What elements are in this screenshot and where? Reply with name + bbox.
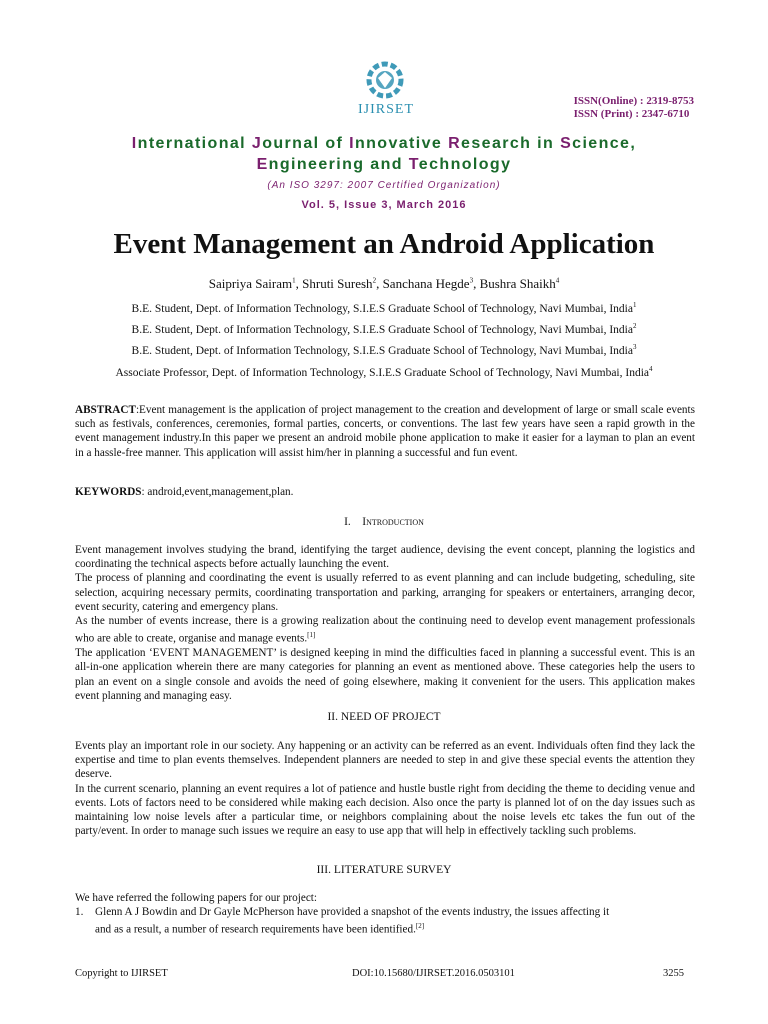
journal-title <box>0 133 768 175</box>
affiliation-text: B.E. Student, Dept. of Information Technology, S.I.E.S Graduate School of Technology, Navi Mumbai, India <box>131 302 633 315</box>
section-title: Introduction <box>362 516 424 528</box>
intro-paragraphs <box>75 543 695 703</box>
jl1-2: J <box>251 135 263 152</box>
jl1-6: R <box>448 135 462 152</box>
paragraph: Event management involves studying the brand, identifying the target audience, devising the event concept, planning the logistics and coordinating the technical aspects before actually launching the event. <box>75 544 695 571</box>
issn-block <box>574 95 694 121</box>
jl2-1: ngineering and <box>268 156 409 173</box>
paragraph: The application ‘EVENT MANAGEMENT’ is designed keeping in mind the difficulties faced in planning a successful event. This is an all-in-one application wherein there are many categories for planning an event as mentioned above. These categories help the users to plan an event on a single console and avoids the need of going elsewhere, making it convenient for the users. This application makes event planning and managing easy. <box>75 647 695 702</box>
paragraph: Events play an important role in our society. Any happening or an activity can be referred as an event. Individuals often find they lack the expertise and time to plan events themselves. Independent planners are needed to step in and give these special events the attention they deserve. <box>75 740 695 781</box>
paragraph <box>75 614 695 646</box>
list-item-continuation <box>75 919 695 937</box>
section-heading-introduction <box>0 516 768 528</box>
author-sup: 3 <box>469 276 474 285</box>
affiliation-sup: 3 <box>632 343 637 351</box>
journal-title-line2 <box>0 154 768 175</box>
paragraph-text: As the number of events increase, there is a growing realization about the continuing need to develop event management professionals who are able to create, organise and manage events. <box>75 615 695 645</box>
paragraph: In the current scenario, planning an event requires a lot of patience and hustle bustle right from deciding the theme to deciding venue and events. Lots of factors need to be considered while making each decision. Also once the party is planned lot of on the day issues such as maintaining low noise levels after a particular time, or neighbors complaining about the noise levels etc takes the fun out of the party/event. In order to manage such issues we require an easy to use app that will help in effectively tackling such problems. <box>75 782 695 838</box>
need-paragraphs <box>75 739 695 838</box>
list-item-text: and as a result, a number of research requirements have been identified. <box>95 924 416 937</box>
affiliation <box>0 343 768 357</box>
affiliation-sup: 1 <box>632 301 637 309</box>
affiliation <box>0 365 768 379</box>
jl2-3: echnology <box>418 156 512 173</box>
author-sup: 4 <box>555 276 560 285</box>
citation: [2] <box>415 922 425 931</box>
logo-text: IJIRSET <box>358 102 414 117</box>
jl1-0: I <box>131 135 138 152</box>
issn-online: ISSN(Online) : 2319-8753 <box>573 95 694 107</box>
author-name: Shruti Suresh <box>302 276 373 291</box>
footer-page-number: 3255 <box>663 968 684 979</box>
volume-issue: Vol. 5, Issue 3, March 2016 <box>301 199 467 211</box>
footer-copyright: Copyright to IJIRSET <box>75 968 168 979</box>
affiliation-text: Associate Professor, Dept. of Information Technology, S.I.E.S Graduate School of Technology, Navi Mumbai, India <box>115 366 650 379</box>
keywords-label: KEYWORDS <box>75 486 142 498</box>
jl1-4: I <box>349 135 355 152</box>
certification-note: (An ISO 3297: 2007 Certified Organization) <box>267 180 501 191</box>
citation: [1] <box>307 631 316 640</box>
section-number: I. <box>344 516 351 528</box>
jl1-8: S <box>560 135 573 152</box>
abstract-text: :Event management is the application of project management to the creation and development of large or small scale events such as festivals, conferences, ceremonies, formal parties, concerts, or conventions. The last few years have seen a rapid growth in the event management industry.In this paper we present an android mobile phone application to make it easier for a layman to plan an event in a hassle-free manner. This application will assist him/her in planning a successful and fun event. <box>75 404 695 459</box>
abstract <box>75 403 695 460</box>
affiliation-text: B.E. Student, Dept. of Information Technology, S.I.E.S Graduate School of Technology, Navi Mumbai, India <box>131 344 633 357</box>
journal-title-line1 <box>0 133 768 154</box>
section-heading-need: II. NEED OF PROJECT <box>327 711 441 723</box>
author-sup: 1 <box>292 276 296 285</box>
author-name: Bushra Shaikh <box>479 276 556 291</box>
jl2-0: E <box>256 156 269 173</box>
affiliation-sup: 2 <box>632 322 637 330</box>
affiliation-sup: 4 <box>649 365 653 373</box>
jl1-1: nternational <box>137 135 252 152</box>
affiliation-text: B.E. Student, Dept. of Information Technology, S.I.E.S Graduate School of Technology, Navi Mumbai, India <box>131 323 633 336</box>
jl1-5: nnovative <box>354 135 449 152</box>
paragraph: The process of planning and coordinating the event is usually referred to as event planning and can include budgeting, scheduling, site selection, acquiring necessary permits, coordinating transportation and parking, arranging for speakers or entertainers, arranging decor, event security, catering and emergency plans. <box>75 572 695 613</box>
author-name: Saipriya Sairam <box>208 276 293 291</box>
jl1-7: esearch in <box>461 135 561 152</box>
affiliation <box>0 301 768 315</box>
keywords-text: : android,event,management,plan. <box>141 486 294 498</box>
author-sup: 2 <box>372 276 377 285</box>
list-item-text: Glenn A J Bowdin and Dr Gayle McPherson have provided a snapshot of the events industry, the issues affecting it <box>95 906 610 919</box>
literature-content <box>75 891 695 937</box>
list-number: 1. <box>75 906 84 919</box>
issn-print: ISSN (Print) : 2347-6710 <box>573 108 690 120</box>
affiliation <box>0 322 768 336</box>
paper-title: Event Management an Android Application <box>113 228 655 260</box>
section-heading-literature: III. LITERATURE SURVEY <box>316 864 452 876</box>
author-list: Saipriya Sairam$^1$, Shruti Suresh$^2$, Sanchana Hegde$^3$, Bushra Shaikh$^4$ <box>208 276 560 291</box>
footer-doi: DOI:10.15680/IJIRSET.2016.0503101 <box>352 968 515 979</box>
jl1-3: ournal of <box>262 135 350 152</box>
abstract-label: ABSTRACT <box>75 404 136 416</box>
author-name: Sanchana Hegde <box>382 276 470 291</box>
jl1-9: cience, <box>572 135 637 152</box>
list-item <box>75 905 695 919</box>
paragraph: We have referred the following papers for our project: <box>75 892 318 904</box>
jl2-2: T <box>408 156 419 173</box>
keywords <box>75 485 695 499</box>
